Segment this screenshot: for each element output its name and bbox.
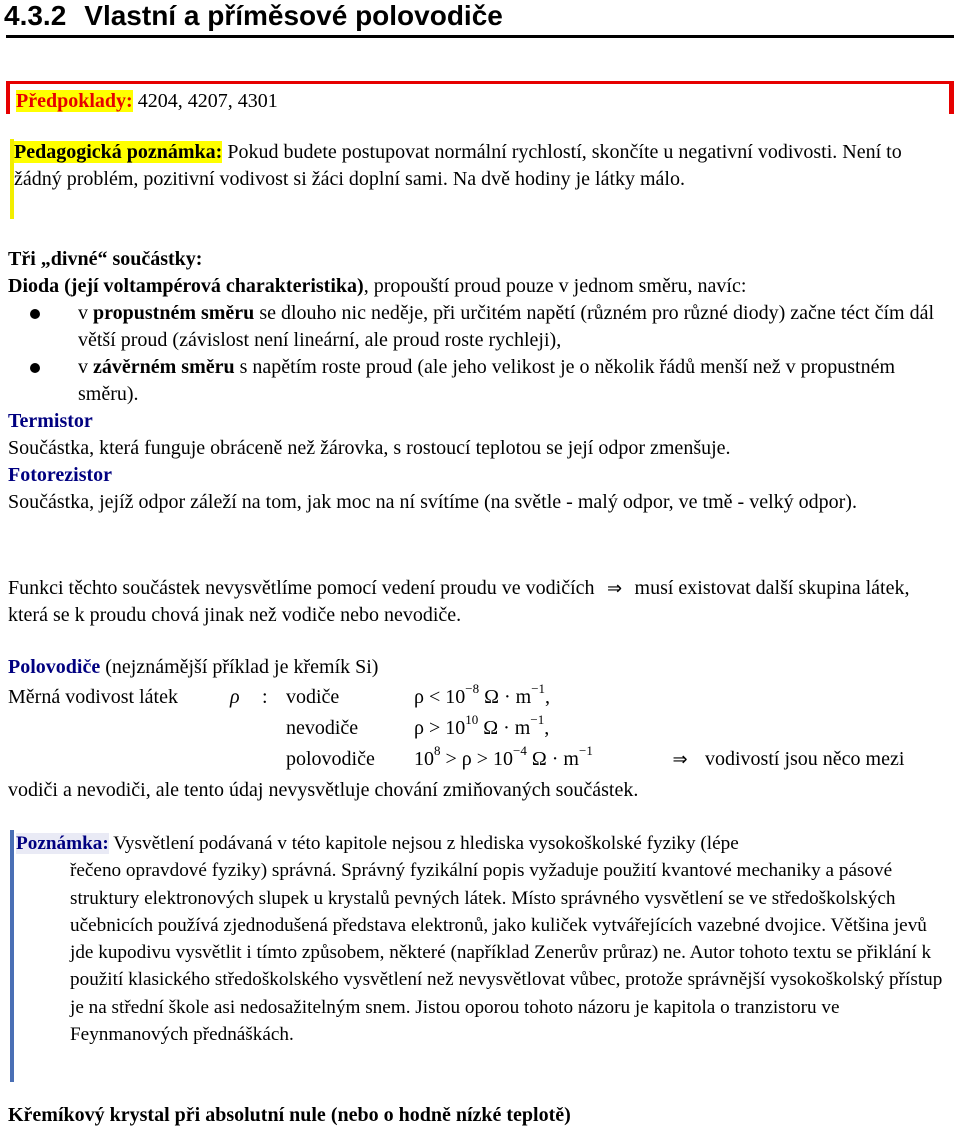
thermistor-title: Termistor [8, 410, 93, 432]
heading-rule [6, 35, 954, 38]
expr-a: 10 [414, 748, 434, 770]
expr-b: > ρ > 10 [440, 748, 514, 770]
final-heading: Křemíkový krystal při absolutní nule (nebo o hodně nízké teplotě) [8, 1104, 571, 1126]
remark-box [10, 830, 954, 1048]
thermistor-text: Součástka, která funguje obráceně než žárovka, s rostoucí teplotou se její odpor zmenšuje. [8, 437, 731, 459]
diode-intro [8, 273, 952, 300]
pedagogical-note-bar [10, 139, 14, 219]
implies-arrow-icon: ⇒ [672, 749, 688, 770]
row-name: polovodiče [286, 748, 375, 770]
row-expression [414, 681, 551, 711]
conductivity-row-insulators [8, 712, 952, 746]
section-title: Vlastní a příměsové polovodiče [84, 0, 503, 31]
semiconductors-section [8, 654, 952, 804]
unit: Ω · m [478, 717, 531, 739]
unit-exp: −1 [530, 712, 545, 728]
unit-exp: −1 [578, 743, 593, 759]
conclusion-a [660, 746, 904, 773]
conclusion-b: vodiči a nevodiči, ale tento údaj nevysvětluje chování zmiňovaných součástek. [8, 779, 639, 801]
remark-first-line [16, 830, 954, 857]
tail: , [545, 686, 551, 708]
expr: ρ < 10 [414, 686, 466, 708]
pedagogical-note-label: Pedagogická poznámka: [14, 141, 223, 163]
unit: Ω · m [526, 748, 579, 770]
bullet-bold: závěrném směru [93, 356, 235, 378]
prerequisites-right-bar [949, 81, 954, 114]
prerequisites-value: 4204, 4207, 4301 [137, 90, 278, 112]
bullet-icon [30, 363, 40, 373]
diode-bullets [8, 300, 952, 408]
remark-body: řečeno opravdové fyziky) správná. Správný fyzikální popis vyžaduje použití kvantové mechaniky a pásové struktury elektronových slupek u krystalů pevných látek. Místo správného vysvětlení se ve středoškolských učebnicích používá zjednodušená představa elektronů, jako kuliček vytvářejících vazebné dvojice. Většina jevů jde kupodivu vysvětlit i tímto způsobem, některé (například Zenerův průraz) ne. Autor tohoto textu se přiklání k použití klasického středoškolského vysvětlení než nevysvětlovat vůbec, protože správnější vysokoškolský přístup je na střední škole asi nedosažitelným snem. Jistou oporou tohoto názoru je kapitola o tranzistoru ve Feynmanových přednáškách. [70, 860, 943, 1046]
components-title: Tři „divné“ součástky: [8, 248, 203, 270]
components-section [8, 246, 952, 516]
rho-symbol: ρ [230, 686, 240, 708]
bullet-bold: propustném směru [93, 302, 255, 324]
photoresistor-title: Fotorezistor [8, 464, 113, 486]
section-number: 4.3.2 [4, 0, 67, 31]
bullet-prefix: v [78, 302, 93, 324]
conductivity-row-conductors [8, 681, 952, 715]
pedagogical-note-text: Pokud budete postupovat normální rychlostí, skončíte u negativní vodivosti. Není to žádný problém, pozitivní vodivost si žáci doplní sami. Na dvě hodiny je látky málo. [14, 141, 902, 190]
bullet-prefix: v [78, 356, 93, 378]
semiconductors-heading [8, 654, 952, 681]
bullet-text: s napětím roste proud (ale jeho velikost je o několik řádů menší než v propustném směru). [78, 356, 896, 405]
row-expression [414, 743, 593, 773]
expr: ρ > 10 [414, 717, 466, 739]
conductivity-row-semiconductors [8, 743, 952, 777]
prerequisites-left-bar [6, 81, 10, 114]
exp-b: −4 [513, 743, 527, 759]
prerequisites-label: Předpoklady: [16, 90, 133, 112]
semiconductors-title: Polovodiče [8, 656, 101, 678]
unit-exp: −1 [531, 681, 546, 697]
implies-arrow-icon: ⇒ [606, 578, 623, 599]
list-item [8, 354, 952, 408]
semiconductors-title-rest: (nejznámější příklad je křemík Si) [100, 656, 379, 678]
section-heading [4, 0, 503, 32]
exp-a: 8 [434, 743, 441, 759]
pedagogical-note [10, 139, 954, 193]
colon: : [262, 686, 268, 708]
photoresistor-text: Součástka, jejíž odpor záleží na tom, jak moc na ní svítíme (na světle - malý odpor, ve tmě - velký odpor). [8, 491, 857, 513]
conclusion-a-text: vodivostí jsou něco mezi [705, 748, 905, 770]
bullet-icon [30, 309, 40, 319]
list-item [8, 300, 952, 354]
prerequisites-box [10, 81, 954, 114]
conductivity-label: Měrná vodivost látek [8, 686, 178, 708]
tail: , [544, 717, 550, 739]
exp: 10 [465, 712, 479, 728]
explanation-part1: Funkci těchto součástek nevysvětlíme pomocí vedení proudu ve vodičích [8, 577, 595, 599]
row-expression [414, 712, 550, 742]
remark-first-text: Vysvětlení podávaná v této kapitole nejsou z hlediska vysokoškolské fyziky (lépe [113, 833, 739, 854]
exp: −8 [465, 681, 480, 697]
explanation-part2: musí existovat další skupina látek, která se k proudu chová jinak než vodiče nebo nevodiče. [8, 577, 910, 626]
diode-rest: , propouští proud pouze v jednom směru, navíc: [363, 275, 747, 297]
remark-label: Poznámka: [16, 833, 109, 854]
remark-bar [10, 830, 14, 1082]
row-name: nevodiče [286, 717, 359, 739]
row-name: vodiče [286, 686, 340, 708]
unit: Ω · m [479, 686, 532, 708]
diode-lead: Dioda (její voltampérová charakteristika) [8, 275, 364, 297]
bullet-text: se dlouho nic neděje, při určitém napětí (různém pro různé diody) začne téct čím dál větší proud (závislost není lineární, ale proud roste rychleji), [78, 302, 935, 351]
explanation-paragraph [8, 575, 952, 629]
